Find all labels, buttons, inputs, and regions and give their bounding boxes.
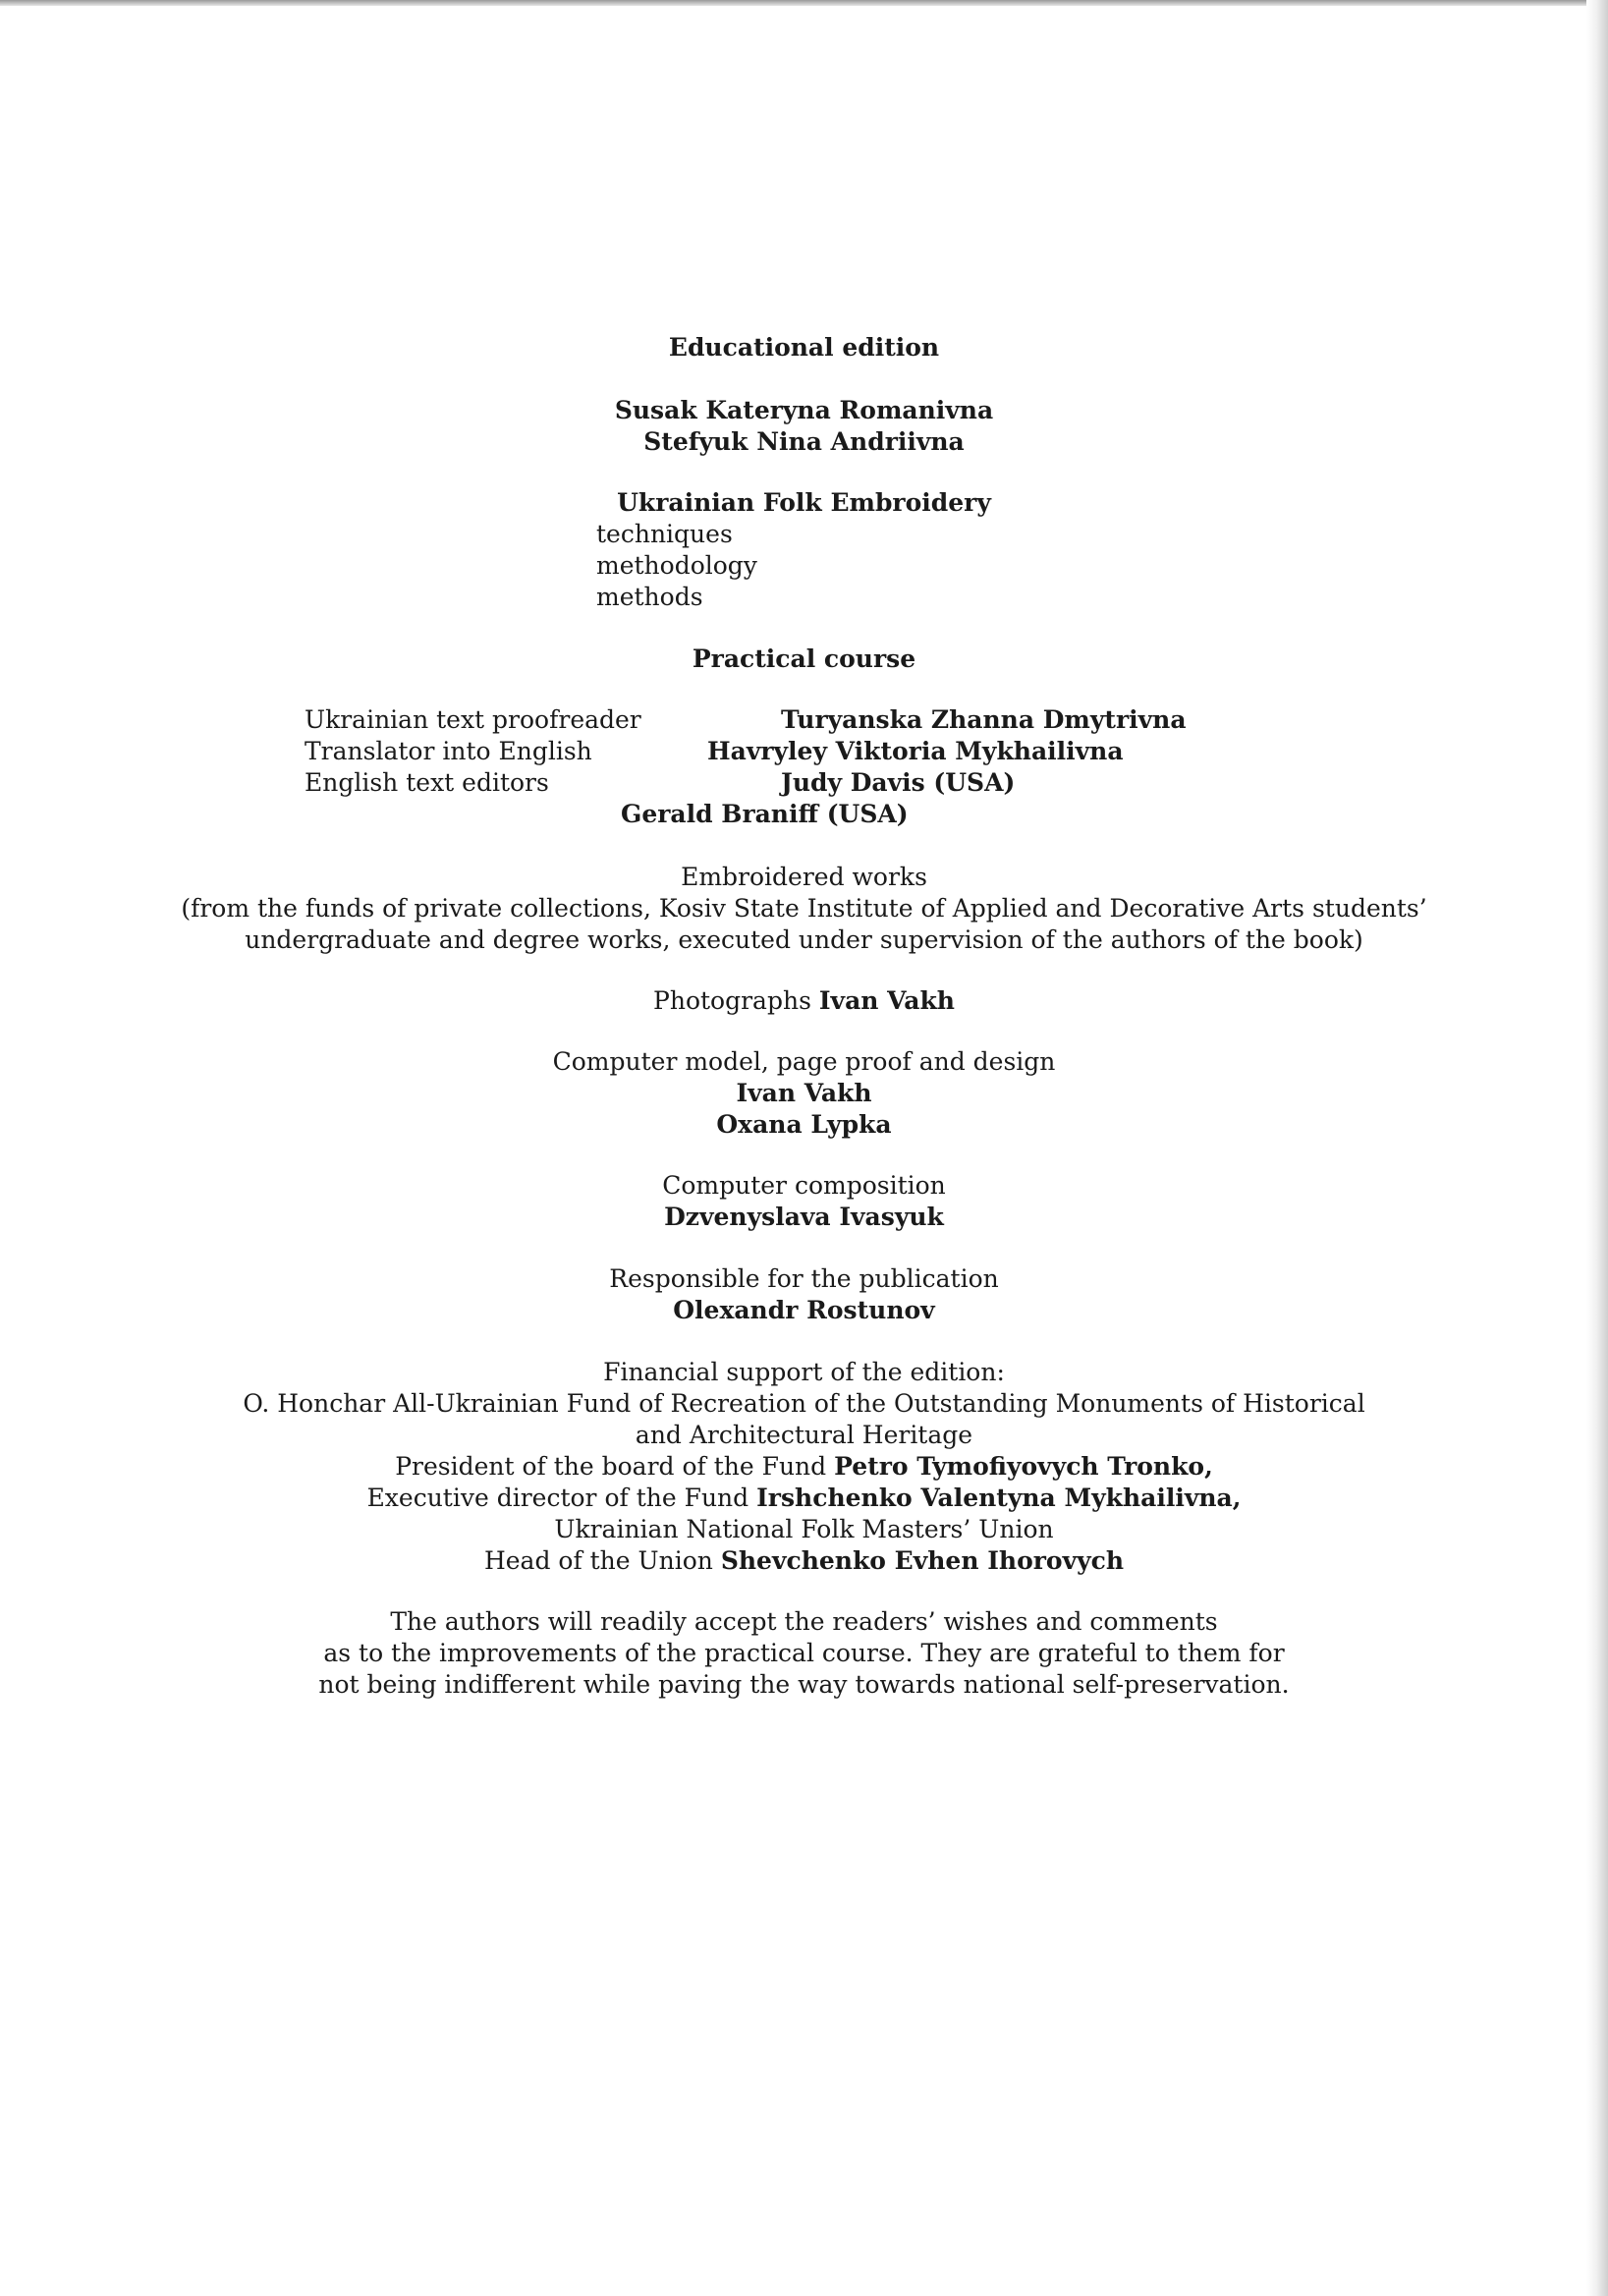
head-name: Shevchenko Evhen Ihorovych	[720, 1546, 1125, 1575]
credit-row	[305, 736, 1287, 767]
closing-line: The authors will readily accept the readers’ wishes and comments	[390, 1607, 1218, 1636]
composition-label: Computer composition	[662, 1171, 946, 1200]
director-label: Executive director of the Fund	[366, 1484, 749, 1512]
president-name: Petro Tymofiyovych Tronko,	[834, 1452, 1213, 1481]
author-2: Stefyuk Nina Andriivna	[643, 427, 965, 456]
composition-name: Dzvenyslava Ivasyuk	[664, 1203, 944, 1231]
book-subtitle-lines	[596, 519, 757, 613]
credit-role: Ukrainian text proofreader	[305, 705, 641, 734]
credit-name: Judy Davis (USA)	[781, 768, 1016, 797]
scan-top-edge	[0, 0, 1608, 6]
credits-table	[305, 704, 1287, 828]
responsible-credit	[0, 1263, 1608, 1326]
credit-name: Havryley Viktoria Mykhailivna	[707, 737, 1124, 765]
edition-label-text: Educational edition	[668, 333, 940, 362]
closing-line: not being indifferent while paving the way towards national self-preservation.	[318, 1670, 1290, 1699]
responsible-name: Olexandr Rostunov	[673, 1296, 935, 1324]
subtitle-line: methods	[596, 583, 703, 611]
credit-role: English text editors	[305, 768, 549, 797]
subtitle-line: methodology	[596, 551, 757, 580]
credit-name: Turyanska Zhanna Dmytrivna	[781, 705, 1187, 734]
book-title-text: Ukrainian Folk Embroidery	[617, 488, 991, 517]
authors	[0, 395, 1608, 458]
director-line	[0, 1483, 1608, 1514]
design-label: Computer model, page proof and design	[552, 1047, 1056, 1076]
photographs-name: Ivan Vakh	[818, 986, 955, 1015]
edition-label	[0, 332, 1608, 364]
photographs-label: Photographs	[653, 986, 811, 1015]
closing-note	[0, 1606, 1608, 1701]
financial-label: Financial support of the edition:	[603, 1358, 1005, 1386]
design-credit	[0, 1046, 1608, 1141]
works-heading: Embroidered works	[681, 863, 927, 891]
course-label-text: Practical course	[692, 644, 916, 673]
credit-row	[305, 767, 1287, 799]
closing-line: as to the improvements of the practical course. They are grateful to them for	[323, 1639, 1285, 1667]
responsible-label: Responsible for the publication	[609, 1264, 999, 1293]
president-line	[0, 1451, 1608, 1483]
director-name: Irshchenko Valentyna Mykhailivna,	[756, 1484, 1242, 1512]
fund-line-1: O. Honchar All-Ukrainian Fund of Recreation of the Outstanding Monuments of Historical	[243, 1389, 1365, 1418]
embroidered-works-section	[0, 862, 1608, 956]
works-line-2: undergraduate and degree works, executed under supervision of the authors of the book)	[245, 925, 1363, 954]
design-name-1: Ivan Vakh	[736, 1079, 872, 1107]
composition-credit	[0, 1170, 1608, 1233]
author-1: Susak Kateryna Romanivna	[614, 396, 994, 424]
subtitle-line: techniques	[596, 520, 733, 548]
book-title	[0, 487, 1608, 519]
design-name-2: Oxana Lypka	[716, 1110, 892, 1139]
financial-support-section	[0, 1357, 1608, 1577]
credit-role: Translator into English	[305, 737, 592, 765]
head-label: Head of the Union	[483, 1546, 713, 1575]
works-line-1: (from the funds of private collections, Kosiv State Institute of Applied and Decorative Arts students’	[181, 894, 1427, 923]
president-label: President of the board of the Fund	[395, 1452, 827, 1481]
head-line	[0, 1545, 1608, 1577]
union-line: Ukrainian National Folk Masters’ Union	[554, 1515, 1054, 1543]
photographs-credit	[0, 985, 1608, 1017]
course-label	[0, 644, 1608, 675]
fund-line-2: and Architectural Heritage	[635, 1421, 973, 1449]
credit-row	[305, 704, 1287, 736]
credit-extra-name: Gerald Braniff (USA)	[621, 800, 909, 828]
